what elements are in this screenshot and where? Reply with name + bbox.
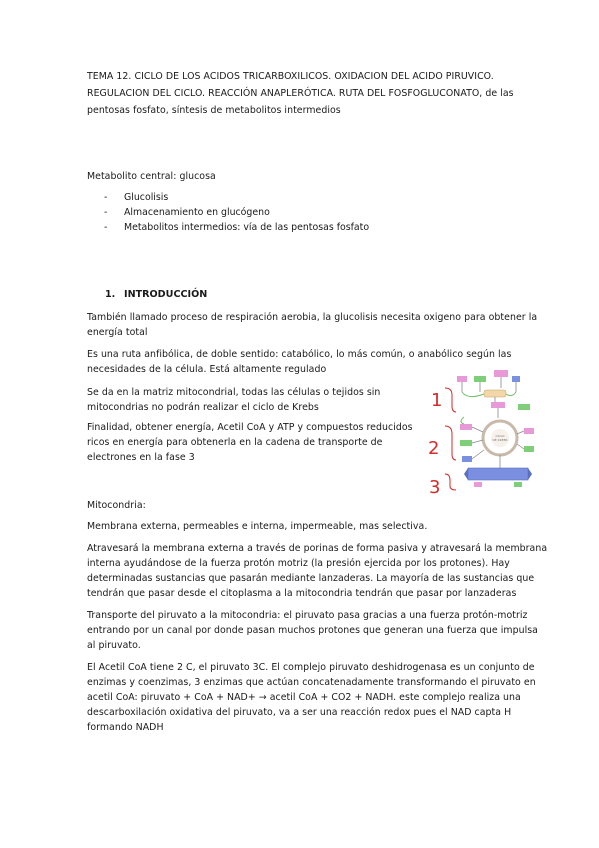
diagram-box <box>484 390 506 397</box>
diagram-box <box>494 370 508 377</box>
paragraph-line: El Acetil CoA tiene 2 C, el piruvato 3C. El complejo piruvato deshidrogenasa es un conjunto de <box>87 662 535 673</box>
diagram-box <box>512 376 520 382</box>
cycle-label: CICLO <box>495 434 505 438</box>
paragraph-line: enzimas y coenzimas, 3 enzimas que actúan concatenadamente transformando el piruvato en <box>87 677 536 688</box>
diagram-box <box>460 440 472 446</box>
diagram-box <box>460 424 472 430</box>
paragraph-line: También llamado proceso de respiración aerobia, la glucolisis necesita oxigeno para obtener la <box>87 312 538 323</box>
mitocondria-label: Mitocondria: <box>87 500 146 511</box>
electron-transport-box <box>468 468 528 480</box>
paragraph-line: necesidades de la célula. Está altamente regulado <box>87 364 327 375</box>
list-item-glucolisis: Glucolisis <box>124 192 169 203</box>
diagram-arrowhead <box>464 468 468 480</box>
paragraph-line: interna ayudándose de la fuerza protón motriz (la presión ejercida por los protones). Hay <box>87 558 510 569</box>
diagram-box <box>457 376 467 382</box>
annotation-2: 2 <box>428 438 440 459</box>
diagram-arrow <box>461 417 464 424</box>
list-dash: - <box>104 192 108 203</box>
bracket-3 <box>445 474 456 490</box>
diagram-box <box>524 446 534 452</box>
paragraph-line: entrando por un canal por donde pasan muchos protones que generan una fuerza que impulsa <box>87 625 538 636</box>
paragraph-line: electrones en la fase 3 <box>87 452 195 463</box>
paragraph-line: ricos en energía para obtenerla en la cadena de transporte de <box>87 437 383 448</box>
diagram-box <box>474 376 486 382</box>
paragraph-line: Atravesará la membrana externa a través de porinas de forma pasiva y atravesará la membrana <box>87 543 548 554</box>
section-heading: INTRODUCCIÓN <box>124 289 208 300</box>
diagram-box <box>462 456 472 462</box>
annotation-1: 1 <box>431 390 443 411</box>
bracket-2 <box>445 426 456 460</box>
section-number: 1. <box>105 289 116 300</box>
paragraph-line: Membrana externa, permeables e interna, impermeable, mas selectiva. <box>87 521 428 532</box>
paragraph-line: Es una ruta anfibólica, de doble sentido: catabólico, lo más común, o anabólico según las <box>87 349 512 360</box>
diagram-box <box>514 482 522 487</box>
paragraph-line: determinadas sustancias que pasarán mediante lanzaderas. La mayoría de las sustancias que <box>87 573 535 584</box>
paragraph-line: energía total <box>87 327 148 338</box>
paragraph-line: al piruvato. <box>87 640 141 651</box>
title-line-1: TEMA 12. CICLO DE LOS ACIDOS TRICARBOXILICOS. OXIDACION DEL ACIDO PIRUVICO. <box>87 71 494 82</box>
cycle-label: DE KREBS <box>492 438 508 442</box>
paragraph-line: Finalidad, obtener energía, Acetil CoA y ATP y compuestos reducidos <box>87 422 413 433</box>
list-dash: - <box>104 222 108 233</box>
diagram-box <box>474 482 482 487</box>
list-item-glucogeno: Almacenamiento en glucógeno <box>124 207 270 218</box>
metabolism-diagram <box>428 362 538 494</box>
paragraph-line: Transporte del piruvato a la mitocondria: el piruvato pasa gracias a una fuerza protón-motriz <box>87 610 528 621</box>
diagram-box <box>524 428 534 434</box>
page-title <box>87 68 527 119</box>
list-item-pentosas: Metabolitos intermedios: vía de las pentosas fosfato <box>124 222 370 233</box>
annotation-3: 3 <box>429 477 441 494</box>
diagram-arrowhead <box>528 468 532 480</box>
paragraph-line: tendrán que pasar desde el citoplasma a la mitocondria tendrán que pasar por lanzaderas <box>87 588 517 599</box>
paragraph-line: Se da en la matriz mitocondrial, todas las células o tejidos sin <box>87 387 381 398</box>
diagram-box <box>491 402 505 408</box>
list-dash: - <box>104 207 108 218</box>
paragraph-line: descarboxilación oxidativa del piruvato, va a ser una reacción redox pues el NAD capta H <box>87 707 512 718</box>
paragraph-line: acetil CoA: piruvato + CoA + NAD+ → acetil CoA + CO2 + NADH. este complejo realiza una <box>87 692 521 703</box>
central-metabolite-label: Metabolito central: glucosa <box>87 171 216 182</box>
diagram-box <box>518 404 530 410</box>
bracket-1 <box>445 388 456 412</box>
paragraph-line: formando NADH <box>87 722 164 733</box>
title-line-3: pentosas fosfato, síntesis de metabolitos intermedios <box>87 105 341 116</box>
paragraph-line: mitocondrias no podrán realizar el ciclo de Krebs <box>87 402 319 413</box>
title-line-2: REGULACION DEL CICLO. REACCIÓN ANAPLERÓTICA. RUTA DEL FOSFOGLUCONATO, de las <box>87 88 514 99</box>
